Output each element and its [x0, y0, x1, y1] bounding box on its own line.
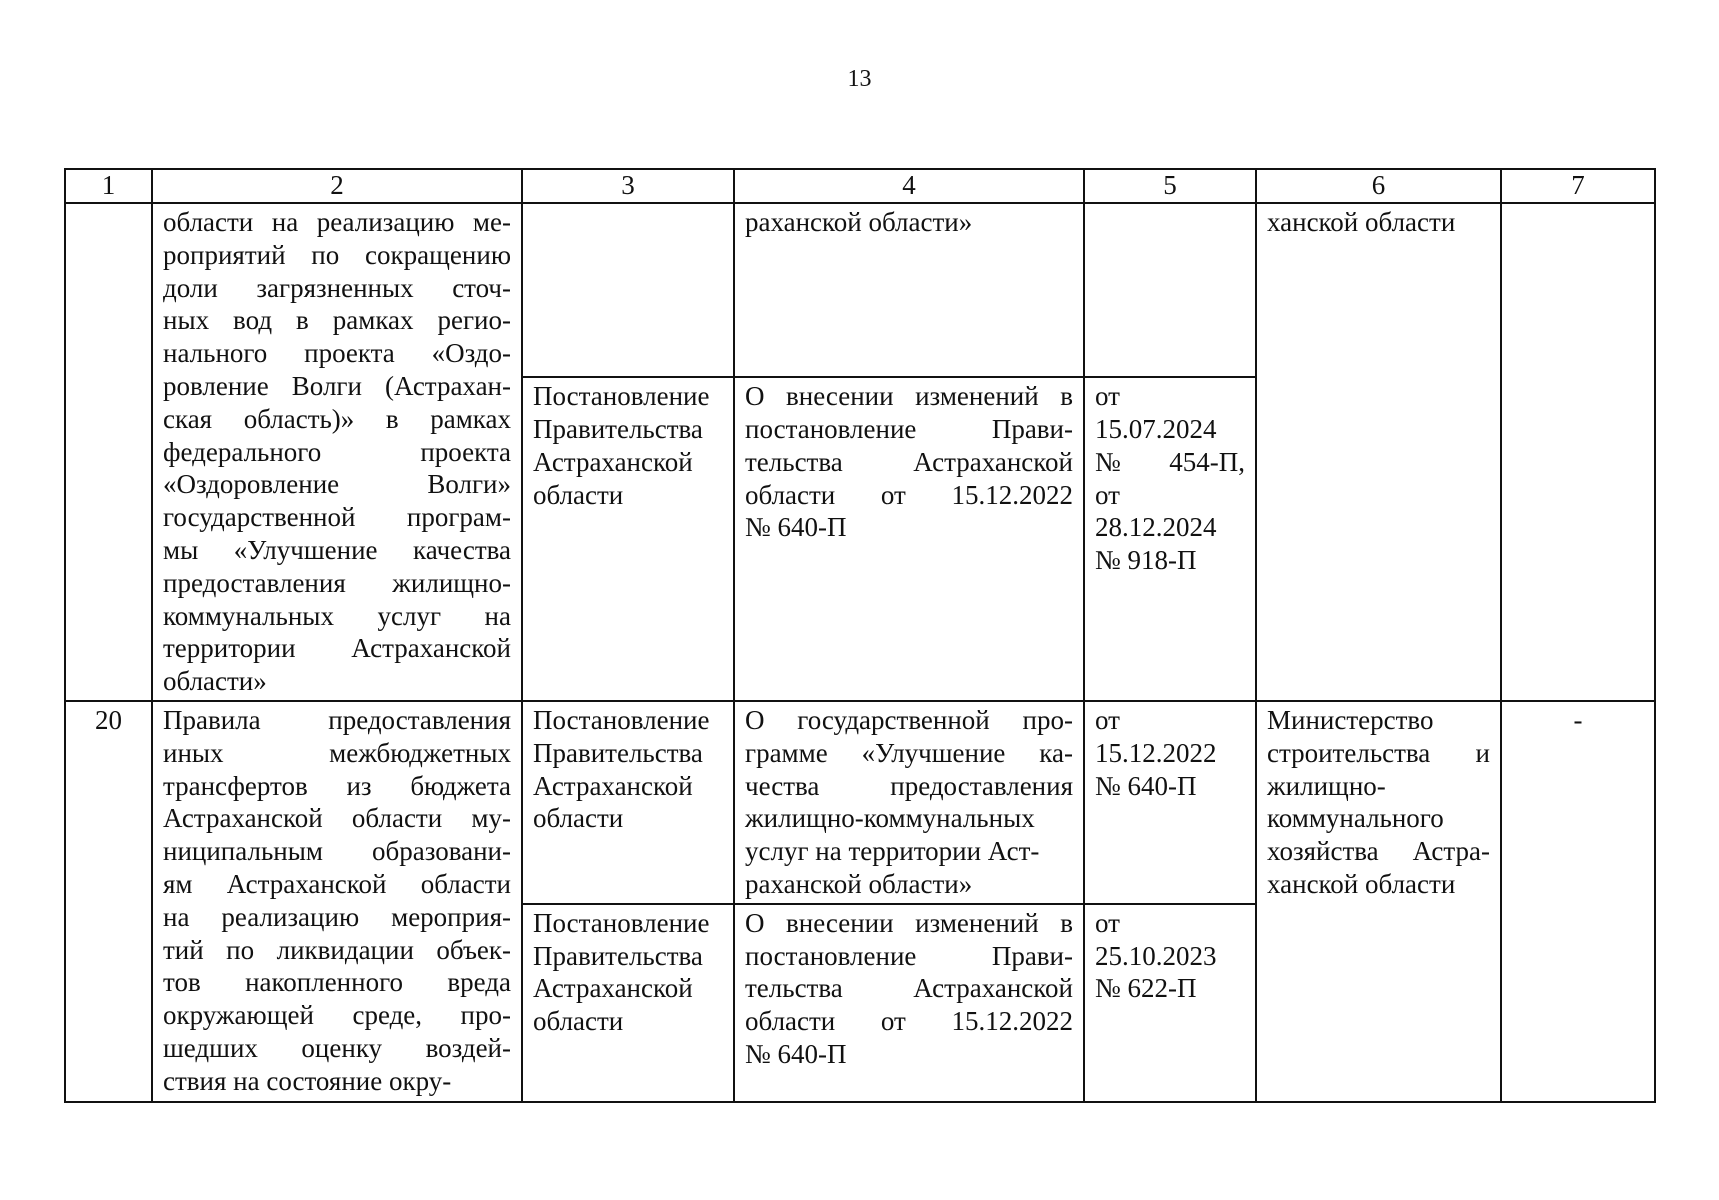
text-line: чества предоставления: [745, 770, 1073, 801]
text-line: Астраханской: [533, 973, 693, 1004]
column-header-3: 3: [522, 169, 734, 203]
text-line: «Оздоровление Волги»: [163, 469, 511, 500]
text-line: строительства и: [1267, 737, 1490, 768]
text-line: раханской области»: [745, 868, 973, 899]
text-line: области: [533, 479, 624, 510]
text-line: области»: [163, 666, 267, 697]
regulation-name-cell: [152, 203, 522, 701]
text-line: территории Астраханской: [163, 633, 511, 664]
text-line: тов накопленного вреда: [163, 967, 511, 998]
text-line: нального проекта «Оздо-: [163, 338, 511, 369]
text-line: ханской области: [1267, 207, 1456, 237]
text-line: № 640-П: [745, 512, 847, 543]
text-line: № 622-П: [1095, 973, 1197, 1004]
column-header-6: 6: [1256, 169, 1501, 203]
text-line: № 454-П,: [1095, 446, 1245, 477]
regulations-table: [64, 168, 1656, 1103]
text-line: № 640-П: [745, 1038, 847, 1069]
document-date-cell: [1084, 203, 1256, 377]
column-number-row: [65, 169, 1655, 203]
column-header-2: 2: [152, 169, 522, 203]
text-line: 28.12.2024: [1095, 512, 1217, 543]
text-line: государственной програм-: [163, 502, 511, 533]
text-line: 15.12.2022: [1095, 737, 1217, 768]
responsible-body-cell: [1256, 203, 1501, 701]
text-line: постановление Прави-: [745, 413, 1073, 444]
text-line: Министерство: [1267, 704, 1434, 735]
text-line: тий по ликвидации объек-: [163, 934, 511, 965]
text-line: тельства Астраханской: [745, 973, 1073, 1004]
note-cell: [1501, 203, 1655, 701]
column-header-5: 5: [1084, 169, 1256, 203]
row-number-cell: 20: [65, 701, 152, 1102]
text-line: ям Астраханской области: [163, 868, 511, 899]
text-line: Постановление: [533, 907, 710, 938]
table-row: [65, 701, 1655, 904]
text-line: области от 15.12.2022: [745, 1006, 1073, 1037]
text-line: мы «Улучшение качества: [163, 534, 511, 565]
document-type-cell: [522, 701, 734, 904]
text-line: 15.07.2024: [1095, 413, 1217, 444]
text-line: Астраханской: [533, 446, 693, 477]
document-title-cell: [734, 904, 1084, 1102]
document-title-cell: [734, 701, 1084, 904]
text-line: Правила предоставления: [163, 704, 511, 735]
document-title-cell: [734, 203, 1084, 377]
text-line: ская область)» в рамках: [163, 403, 511, 434]
text-line: коммунального: [1267, 803, 1444, 834]
note-cell: -: [1501, 701, 1655, 1102]
text-line: коммунальных услуг на: [163, 600, 511, 631]
text-line: Астраханской области му-: [163, 803, 511, 834]
text-line: от: [1095, 907, 1120, 938]
document-type-cell: [522, 203, 734, 377]
text-line: иных межбюджетных: [163, 737, 511, 768]
text-line: тельства Астраханской: [745, 446, 1073, 477]
text-line: 25.10.2023: [1095, 940, 1217, 971]
text-line: предоставления жилищно-: [163, 567, 511, 598]
document-date-cell: [1084, 701, 1256, 904]
text-line: Постановление: [533, 381, 710, 412]
text-line: № 918-П: [1095, 545, 1197, 576]
document-title-cell: [734, 377, 1084, 701]
text-line: на реализацию мероприя-: [163, 901, 511, 932]
text-line: трансфертов из бюджета: [163, 770, 511, 801]
text-line: ниципальным образовани-: [163, 836, 511, 867]
text-line: грамме «Улучшение ка-: [745, 737, 1073, 768]
column-header-4: 4: [734, 169, 1084, 203]
text-line: О внесении изменений в: [745, 907, 1073, 938]
text-line: О государственной про-: [745, 704, 1073, 735]
text-line: постановление Прави-: [745, 940, 1073, 971]
page-number: 13: [847, 66, 872, 92]
document-type-cell: [522, 904, 734, 1102]
text-line: жилищно-: [1267, 770, 1386, 801]
text-line: ных вод в рамках регио-: [163, 305, 511, 336]
text-line: роприятий по сокращению: [163, 239, 511, 270]
text-line: Правительства: [533, 413, 703, 444]
text-line: от: [1095, 704, 1120, 735]
document-date-cell: [1084, 377, 1256, 701]
text-line: Астраханской: [533, 770, 693, 801]
text-line: области на реализацию ме-: [163, 207, 511, 237]
text-line: ханской области: [1267, 868, 1456, 899]
text-line: хозяйства Астра-: [1267, 836, 1490, 867]
text-line: Правительства: [533, 940, 703, 971]
column-header-1: 1: [65, 169, 152, 203]
text-line: О внесении изменений в: [745, 381, 1073, 412]
document-type-cell: [522, 377, 734, 701]
text-line: области: [533, 1006, 624, 1037]
row-number-cell: [65, 203, 152, 701]
text-line: доли загрязненных сточ-: [163, 272, 511, 303]
text-line: от: [1095, 381, 1120, 412]
text-line: ровление Волги (Астрахан-: [163, 370, 511, 401]
text-line: окружающей среде, про-: [163, 1000, 511, 1031]
regulation-name-cell: [152, 701, 522, 1102]
responsible-body-cell: [1256, 701, 1501, 1102]
text-line: раханской области»: [745, 207, 973, 237]
text-line: жилищно-коммунальных: [745, 803, 1035, 834]
text-line: услуг на территории Аст-: [745, 836, 1040, 867]
text-line: ствия на состояние окру-: [163, 1065, 452, 1096]
text-line: № 640-П: [1095, 770, 1197, 801]
text-line: федерального проекта: [163, 436, 511, 467]
text-line: области: [533, 803, 624, 834]
text-line: от: [1095, 479, 1120, 510]
text-line: шедших оценку воздей-: [163, 1032, 511, 1063]
text-line: Правительства: [533, 737, 703, 768]
document-date-cell: [1084, 904, 1256, 1102]
text-line: Постановление: [533, 704, 710, 735]
table-row: [65, 203, 1655, 377]
column-header-7: 7: [1501, 169, 1655, 203]
text-line: области от 15.12.2022: [745, 479, 1073, 510]
